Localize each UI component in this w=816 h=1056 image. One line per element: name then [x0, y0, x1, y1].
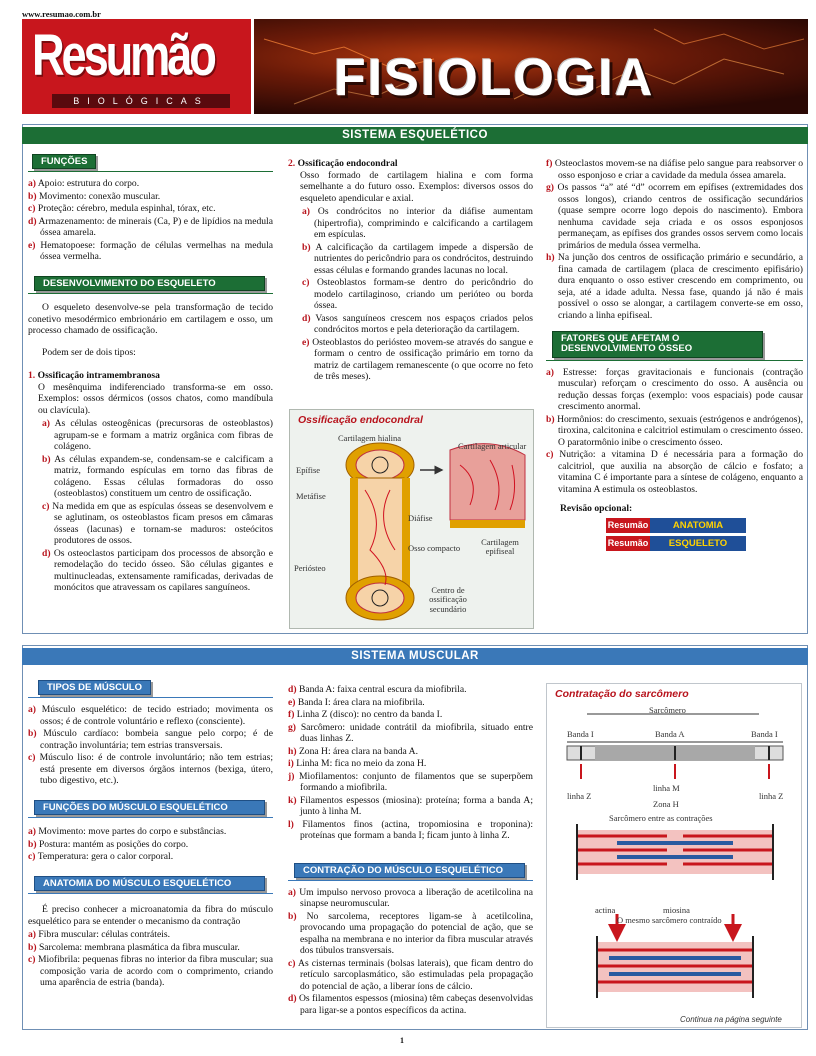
tag-tipos: TIPOS DE MÚSCULO	[38, 680, 151, 695]
list-item	[288, 746, 533, 758]
item-text: Filamentos finos (actina, tropomiosina e troponina): proteínas que formam a banda I; ficam junto à linha Z.	[300, 818, 533, 841]
item-letter: l)	[288, 818, 294, 830]
item-letter: a)	[302, 206, 310, 217]
badge-label: ANATOMIA	[672, 519, 724, 531]
item-letter: f)	[288, 709, 295, 720]
item-letter: a)	[288, 886, 296, 898]
muscular-section-bar: SISTEMA MUSCULAR	[22, 648, 808, 665]
list-item	[546, 158, 803, 181]
item-letter: b)	[28, 728, 37, 740]
item-letter: f)	[546, 158, 553, 169]
skeletal-section-bar: SISTEMA ESQUELÉTICO	[22, 127, 808, 144]
list-item	[28, 216, 273, 239]
item-text: Hormônios: do crescimento, sexuais (estrógenos e andrógenos), tiroxina, calcitonina e calcitriol estimulam o crescimento ósseo. O paratormônio inibe o crescimento ósseo.	[557, 413, 803, 448]
figure-ossificacao	[289, 409, 534, 629]
list-item	[288, 684, 533, 696]
label-miosina: miosina	[663, 905, 690, 915]
label-osso-compacto: Osso compacto	[408, 543, 461, 553]
list-item	[288, 242, 533, 277]
figure-title: Contratação do sarcômero	[555, 688, 689, 700]
divider	[28, 171, 273, 172]
contracao-list	[288, 887, 533, 1017]
item-text: Os filamentos espessos (miosina) têm cabeças desenvolvidas para ligar-se a pontos específicos da actina.	[298, 993, 533, 1016]
item-letter: a)	[28, 178, 36, 190]
item-text: Movimento: conexão muscular.	[38, 190, 161, 202]
list-item	[288, 771, 533, 794]
item-text: Músculo esquelético: de tecido estriado; movimenta os ossos; é de controle voluntário e reflexo (consciente).	[40, 704, 274, 727]
label-diafise: Diáfise	[408, 513, 433, 523]
list-item	[288, 993, 533, 1016]
item-letter: d)	[302, 312, 311, 324]
item-text: Miofilamentos: conjunto de filamentos que se superpõem formando a miofibrila.	[299, 770, 533, 793]
list-item	[28, 548, 273, 594]
item-text: As células osteogênicas (precursoras de osteoblastos) agrupam-se e formam a matriz orgânica com fibras de colágeno.	[54, 418, 273, 453]
label-banda-a: Banda A	[655, 729, 685, 739]
divider	[28, 697, 273, 698]
list-item	[28, 839, 273, 851]
item-text: Os condrócitos no interior da diáfise aumentam (hipertrofia), comprimindo e calcificando a cartilagem em espículas.	[314, 206, 533, 240]
badge-esqueleto[interactable]	[606, 536, 746, 551]
item-letter: b)	[302, 241, 311, 253]
list-item	[288, 277, 533, 312]
label-linha-m: linha M	[653, 783, 680, 793]
item-letter: g)	[546, 182, 554, 193]
figure-title: Ossificação endocondral	[298, 414, 423, 426]
item-letter: g)	[288, 721, 296, 733]
list-item	[28, 418, 273, 453]
heading-text: Ossificação endocondral	[297, 158, 398, 169]
item-text: Vasos sanguíneos crescem nos espaços criados pelos condrócitos mortos e pela deterioração da cartilagem.	[314, 312, 533, 335]
item-letter: e)	[288, 696, 296, 708]
item-letter: a)	[28, 704, 36, 716]
item-letter: c)	[302, 277, 310, 288]
item-letter: h)	[288, 745, 297, 757]
list-item	[288, 313, 533, 336]
item-text: Postura: mantém as posições do corpo.	[38, 838, 189, 850]
badge-label: ESQUELETO	[668, 537, 728, 549]
item-text: Músculo cardíaco: bombeia sangue pelo corpo; é de contração involuntária; tem estrias transversais.	[40, 728, 273, 751]
item-text: A calcificação da cartilagem impede a dispersão de nutrientes do pericôndrio para os condrócitos, destruindo essas células e formando grandes lacunas no local.	[314, 241, 533, 276]
list-item	[288, 958, 533, 993]
item-text: Na medida em que as espículas ósseas se desenvolvem e se aglutinam, os osteoblastos ficam presos em câmaras ósseas (lacunas) e tornam-se maduros: osteócitos produtores de ossos.	[52, 500, 274, 547]
list-item	[288, 819, 533, 842]
item-letter: c)	[288, 957, 296, 969]
tipos-list	[28, 704, 273, 787]
list-item	[288, 795, 533, 818]
divider	[28, 893, 273, 894]
intramembranosa-list	[28, 418, 273, 594]
item-text: No sarcolema, receptores ligam-se à acetilcolina, provocando uma propagação do potencial de ação, que se espalha na membrana e no interior da fibra muscular através dos túbulos transversais.	[300, 910, 533, 957]
paragraph: Osso formado de cartilagem hialina e com forma semelhante a do futuro osso. Exemplos: diversos ossos do esqueleto apendicular e axial.	[300, 169, 533, 204]
skeletal-column-1	[28, 150, 273, 595]
divider	[288, 880, 533, 881]
item-text: Filamentos espessos (miosina): proteína; forma a banda A; junto à linha M.	[300, 794, 533, 817]
item-text: Um impulso nervoso provoca a liberação de acetilcolina na sinapse neuromuscular.	[299, 886, 533, 910]
divider	[28, 817, 273, 818]
heading-intramembranosa	[28, 370, 273, 382]
item-text: Sarcômero: unidade contrátil da miofibrila, situado entre duas linhas Z.	[300, 721, 533, 744]
item-text: Osteoblastos do periósteo movem-se através do sangue e formam o centro de ossificação primário em torno da matriz de cartilagem remanescente (o que ocorre no feto de três meses).	[312, 336, 533, 382]
list-item	[28, 203, 273, 215]
item-letter: b)	[546, 413, 555, 425]
skeletal-column-3	[546, 158, 803, 551]
item-letter: b)	[28, 838, 37, 850]
page-title: FISIOLOGIA	[334, 49, 655, 107]
muscular-column-1	[28, 676, 273, 990]
list-item	[288, 709, 533, 721]
item-text: Banda I: área clara na miofibrila.	[297, 696, 425, 708]
list-item	[288, 887, 533, 910]
badge-anatomia[interactable]	[606, 518, 746, 533]
funcoes-musculo-list	[28, 826, 273, 863]
list-item	[28, 501, 273, 547]
list-item	[288, 722, 533, 745]
paragraph: Podem ser de dois tipos:	[42, 346, 136, 358]
label-epifise: Epífise	[296, 465, 321, 475]
label-entre-contracoes: Sarcômero entre as contrações	[609, 813, 713, 823]
list-item	[28, 826, 273, 838]
item-letter: b)	[42, 453, 51, 465]
item-text: As cisternas terminais (bolsas laterais), que ficam dentro do retículo sarcoplasmático, são estimuladas pela propagação do potencial de ação, a liberar íons de cálcio.	[298, 957, 533, 992]
list-item	[288, 758, 533, 770]
item-text: Osteoclastos movem-se na diáfise pelo sangue para reabsorver o osso esponjoso e criar a cavidade da medula óssea amarela.	[554, 158, 803, 181]
item-letter: d)	[28, 215, 37, 227]
item-text: Osteoblastos formam-se dentro do pericôndrio do modelo cartilaginoso, criando um perióteo ou borda óssea.	[314, 277, 534, 311]
item-letter: a)	[28, 929, 36, 941]
item-text: Armazenamento: de minerais (Ca, P) e de lipídios na medula óssea amarela.	[38, 215, 273, 239]
item-text: Fibra muscular: células contráteis.	[38, 929, 171, 941]
item-letter: c)	[28, 203, 36, 215]
label-linha-z-1: linha Z	[567, 791, 592, 801]
item-text: Os osteoclastos participam dos processos de absorção e remodelação do tecido ósseo. São células gigantes e multinucleadas, extensamente ramificadas, derivadas de monócitos que atravessam os capilares sanguíneos.	[53, 547, 273, 594]
item-letter: c)	[28, 752, 36, 764]
item-letter: a)	[42, 418, 50, 430]
figure-sarcomero	[546, 683, 802, 1028]
logo-text: Resumão	[32, 23, 214, 88]
continued-note: Continua na página seguinte	[680, 1015, 782, 1024]
label-zona-h: Zona H	[653, 799, 679, 809]
item-letter: c)	[28, 954, 36, 966]
badge-brand: Resumão	[606, 536, 650, 551]
item-text: Estresse: forças gravitacionais e funcionais (contração muscular) reforçam o crescimento do osso. A ausência ou redução dessas forças (exemplo: voos espaciais) pode causar crescimento anormal.	[558, 366, 803, 413]
col3-list	[546, 158, 803, 321]
divider	[546, 360, 803, 361]
page-header	[22, 19, 808, 114]
list-item	[28, 240, 273, 263]
list-item	[28, 191, 273, 203]
label-cartilagem-hialina: Cartilagem hialina	[338, 433, 402, 443]
label-banda-i-2: Banda I	[751, 729, 778, 739]
logo-subtitle: BIOLÓGICAS	[52, 94, 230, 108]
label-linha-z-2: linha Z	[759, 791, 784, 801]
page-number: 1	[400, 1036, 404, 1045]
item-letter: e)	[28, 239, 36, 251]
heading-number: 2.	[288, 158, 296, 169]
tag-fatores: FATORES QUE AFETAM O DESENVOLVIMENTO ÓSSEO	[552, 331, 763, 358]
paragraph: O mesênquima indiferenciado transforma-se em osso. Exemplos: ossos dérmicos (ossos chatos, como mandíbula ou clavícula).	[38, 381, 273, 416]
item-text: Zona H: área clara na banda A.	[298, 745, 418, 757]
item-text: Linha M: fica no meio da zona H.	[296, 758, 427, 769]
item-letter: h)	[546, 252, 555, 263]
muscular-column-2	[288, 684, 533, 1017]
revisao-label: Revisão opcional:	[560, 503, 633, 515]
muscular-col2-list	[288, 684, 533, 842]
list-item	[28, 454, 273, 500]
paragraph: O esqueleto desenvolve-se pela transformação de tecido conetivo mesodérmico embrionário em cartilagem e osso, um processo chamado de ossificação.	[28, 302, 273, 337]
list-item	[28, 728, 273, 751]
item-text: Apoio: estrutura do corpo.	[37, 178, 140, 190]
anatomia-list	[28, 929, 273, 989]
skeletal-column-2	[288, 158, 533, 384]
item-letter: b)	[28, 941, 37, 953]
item-text: Sarcolema: membrana plasmática da fibra muscular.	[38, 941, 240, 953]
item-letter: a)	[28, 826, 36, 838]
tag-funcoes: FUNÇÕES	[32, 154, 96, 169]
divider	[28, 293, 273, 294]
item-text: Movimento: move partes do corpo e substâncias.	[38, 826, 227, 838]
item-letter: b)	[288, 910, 297, 922]
item-text: Temperatura: gera o calor corporal.	[37, 851, 174, 863]
paragraph: É preciso conhecer a microanatomia da fibra do músculo esquelético para se entender o mecanismo da contração	[28, 904, 273, 927]
label-metafise: Metáfise	[296, 491, 326, 501]
item-letter: c)	[28, 851, 36, 863]
item-letter: d)	[42, 547, 51, 559]
tag-funcoes-musculo: FUNÇÕES DO MÚSCULO ESQUELÉTICO	[34, 800, 265, 815]
site-url[interactable]: www.resumao.com.br	[22, 9, 101, 19]
heading-text: Ossificação intramembranosa	[37, 370, 160, 382]
item-letter: a)	[546, 366, 554, 378]
tag-desenvolvimento: DESENVOLVIMENTO DO ESQUELETO	[34, 276, 265, 291]
label-sarcomero: Sarcômero	[649, 705, 686, 715]
item-letter: d)	[288, 684, 297, 695]
item-text: Miofibrila: pequenas fibras no interior da fibra muscular; sua composição varia de acordo com o comprimento, criando uma aparência de estria (banda).	[37, 954, 273, 989]
tag-anatomia-musculo: ANATOMIA DO MÚSCULO ESQUELÉTICO	[34, 876, 265, 891]
list-item	[28, 704, 273, 727]
list-item	[28, 178, 273, 190]
funcoes-list	[28, 178, 273, 263]
tag-contracao: CONTRAÇÃO DO MÚSCULO ESQUELÉTICO	[294, 863, 525, 878]
badge-brand: Resumão	[606, 518, 650, 533]
item-text: Na junção dos centros de ossificação primário e secundário, a fina camada de cartilagem (placa de crescimento epifisário) dura enquanto o osso estiver crescendo em comprimento, ou seja, até a idade adulta. Nessa fase, quando já não é mais possível o osso se alongar, a cartilagem converte-se em osso, criando a linha epifiseal.	[557, 252, 803, 321]
label-cartilagem-articular: Cartilagem articular	[458, 441, 527, 451]
list-item	[546, 182, 803, 251]
list-item	[28, 929, 273, 941]
list-item	[546, 367, 803, 413]
logo	[22, 19, 254, 114]
item-text: Linha Z (disco): no centro da banda I.	[296, 709, 443, 720]
list-item	[28, 752, 273, 787]
item-letter: d)	[288, 993, 297, 1005]
label-actina: actina	[595, 905, 616, 915]
label-centro-ossificacao: Centro de ossificação secundário	[429, 585, 467, 614]
item-letter: c)	[546, 449, 554, 461]
item-letter: i)	[288, 758, 294, 769]
fatores-list	[546, 367, 803, 496]
endocondral-list	[288, 206, 533, 383]
heading-endocondral	[288, 158, 533, 170]
heading-number: 1.	[28, 370, 36, 382]
item-text: Banda A: faixa central escura da miofibrila.	[298, 684, 467, 695]
item-text: Músculo liso: é de controle involuntário; não tem estrias; está presente em diversos órgãos internos (bexiga, útero, tubo digestivo, etc.).	[39, 752, 274, 787]
list-item	[288, 206, 533, 241]
list-item	[288, 911, 533, 957]
list-item	[546, 252, 803, 321]
item-text: Hematopoese: formação de células vermelhas na medula óssea vermelha.	[40, 239, 273, 263]
list-item	[28, 851, 273, 863]
list-item	[546, 414, 803, 449]
list-item	[546, 449, 803, 495]
item-text: Nutrição: a vitamina D é necessária para a formação do calcitriol, que auxilia na absorção de cálcio e fosfato; a vitamina C é importante para a síntese de colágeno, enquanto a vitamina A estimula os osteoblastos.	[558, 449, 804, 495]
label-cartilagem-epifiseal: Cartilagem epifiseal	[481, 537, 519, 557]
item-text: Proteção: cérebro, medula espinhal, tórax, etc.	[37, 203, 216, 215]
item-letter: e)	[302, 336, 310, 348]
item-text: As células expandem-se, condensam-se e calcificam a matriz, formando espículas em torno das fibras de colágeno. Essas células formadoras do osso (osteoblastos) constituem um centro de ossificação.	[54, 453, 273, 500]
item-text: Os passos “a” até “d” ocorrem em epífises (extremidades dos ossos longos), criando centros de ossificação secundários (quase sempre ocorre logo depois do nascimento). Embora nenhuma cavidade seja criada e os ossos esponjosos permaneçam, as epífises dos grandes ossos servem como locais primários de medula óssea vermelha.	[557, 182, 803, 251]
list-item	[288, 697, 533, 709]
list-item	[28, 942, 273, 954]
list-item	[28, 954, 273, 989]
item-letter: b)	[28, 190, 37, 202]
list-item	[288, 337, 533, 383]
item-letter: k)	[288, 794, 297, 806]
item-letter: j)	[288, 770, 295, 782]
item-letter: c)	[42, 500, 50, 512]
label-periosteo: Periósteo	[294, 563, 326, 573]
label-contraido: O mesmo sarcômero contraído	[617, 915, 722, 925]
label-banda-i-1: Banda I	[567, 729, 594, 739]
